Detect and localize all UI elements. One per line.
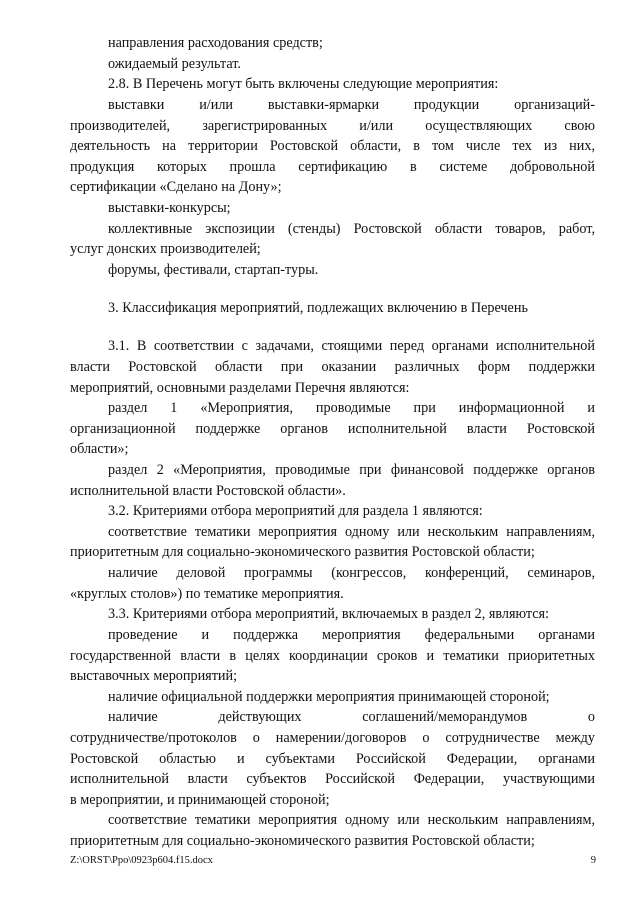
text-line: Ростовской областью и субъектами Российской Федерации, органами (70, 750, 595, 767)
text-line: организационной поддержке органов исполнительной власти Ростовской (70, 420, 595, 437)
text-line: 3.2. Критериями отбора мероприятий для раздела 1 являются: (108, 503, 483, 520)
text-line: 3. Классификация мероприятий, подлежащих включению в Перечень (108, 300, 528, 316)
text-line: проведение и поддержка мероприятия федеральными органами (108, 626, 595, 643)
text-line: сотрудничестве/протоколов о намерении/договоров о сотрудничестве между (70, 729, 595, 746)
text-line: 3.1. В соответствии с задачами, стоящими перед органами исполнительной (108, 338, 595, 355)
text-line: производителей, зарегистрированных и/или осуществляющих свою (70, 117, 595, 134)
text-line: форумы, фестивали, стартап-туры. (108, 261, 319, 278)
footer-page-number: 9 (590, 855, 596, 866)
text-line: ожидаемый результат. (108, 55, 241, 72)
text-line: соответствие тематики мероприятия одному или нескольким направлениям, (108, 523, 595, 540)
text-line: приоритетным для социально-экономического развития Ростовской области; (70, 544, 535, 561)
text-line: услуг донских производителей; (70, 241, 261, 258)
text-line: власти Ростовской области при оказании различных форм поддержки (70, 358, 595, 375)
text-line: приоритетным для социально-экономического развития Ростовской области; (70, 833, 535, 849)
footer-file-path: Z:\ORST\Ppo\0923p604.f15.docx (70, 855, 213, 866)
text-line: выставки и/или выставки-ярмарки продукции организаций- (108, 96, 595, 113)
text-line: 2.8. В Перечень могут быть включены следующие мероприятия: (108, 76, 499, 93)
text-line: мероприятий, основными разделами Перечня являются: (70, 379, 410, 396)
text-line: деятельность на территории Ростовской области, в том числе тех из них, (70, 138, 595, 155)
text-line: соответствие тематики мероприятия одному или нескольким направлениям, (108, 812, 595, 829)
text-line: раздел 2 «Мероприятия, проводимые при финансовой поддержке органов (108, 462, 595, 478)
text-line: выставки-конкурсы; (108, 199, 231, 216)
text-line: наличие действующих соглашений/меморандумов о (108, 709, 595, 726)
text-line: исполнительной власти Ростовской области». (70, 482, 346, 499)
text-line: области»; (70, 441, 129, 458)
text-line: «круглых столов») по тематике мероприятия. (70, 585, 344, 602)
text-line: 3.3. Критериями отбора мероприятий, включаемых в раздел 2, являются: (108, 606, 550, 623)
text-line: раздел 1 «Мероприятия, проводимые при информационной и (108, 400, 595, 417)
text-line: сертификации «Сделано на Дону»; (70, 179, 282, 196)
text-line: государственной власти в целях координации сроков и тематики приоритетных (70, 647, 595, 664)
text-line: исполнительной власти субъектов Российской Федерации, участвующими (70, 771, 595, 788)
text-line: выставочных мероприятий; (70, 668, 238, 685)
text-line: направления расходования средств; (108, 35, 323, 51)
text-line: наличие официальной поддержки мероприятия принимающей стороной; (108, 688, 550, 705)
text-line: коллективные экспозиции (стенды) Ростовской области товаров, работ, (108, 220, 595, 237)
text-line: в мероприятии, и принимающей стороной; (70, 791, 330, 808)
text-line: наличие деловой программы (конгрессов, конференций, семинаров, (108, 565, 595, 581)
text-line: продукция которых прошла сертификацию в системе добровольной (70, 158, 595, 175)
